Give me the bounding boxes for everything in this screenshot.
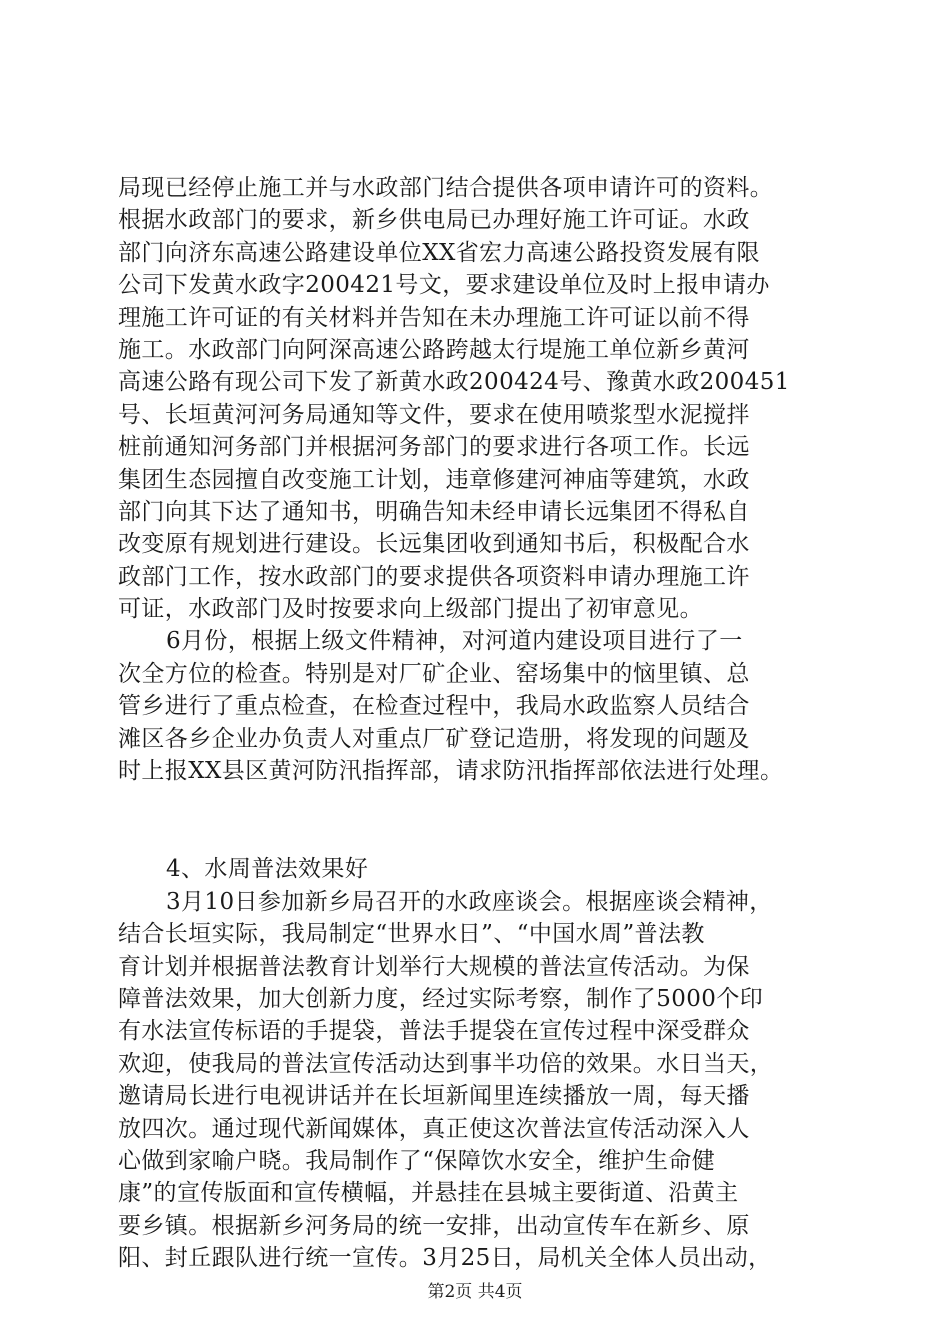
text-line: 时上报XX县区黄河防汛指挥部，请求防汛指挥部依法进行处理。 — [118, 758, 784, 785]
text-line: 管乡进行了重点检查，在检查过程中，我局水政监察人员结合 — [118, 693, 750, 720]
text-line: 根据水政部门的要求，新乡供电局已办理好施工许可证。水政 — [118, 207, 750, 234]
text-line: 理施工许可证的有关材料并告知在未办理施工许可证以前不得 — [118, 304, 750, 331]
paragraph-1 — [118, 172, 838, 625]
text-line: 施工。水政部门向阿深高速公路跨越太行堤施工单位新乡黄河 — [118, 336, 750, 363]
section-heading: 4、水周普法效果好 — [166, 856, 369, 883]
text-line: 政部门工作，按水政部门的要求提供各项资料申请办理施工许 — [118, 563, 750, 590]
text-line: 集团生态园擅自改变施工计划，违章修建河神庙等建筑，水政 — [118, 466, 750, 493]
text-line: 障普法效果，加大创新力度，经过实际考察，制作了5000个印 — [118, 985, 764, 1012]
text-line: 邀请局长进行电视讲话并在长垣新闻里连续播放一周，每天播 — [118, 1083, 750, 1110]
text-line: 部门向其下达了通知书，明确告知未经申请长远集团不得私自 — [118, 498, 750, 525]
page-number-footer: 第2页 共4页 — [427, 1282, 523, 1302]
text-line: 结合长垣实际，我局制定“世界水日”、“中国水周”普法教 — [118, 921, 705, 948]
section-spacer — [118, 787, 838, 853]
text-line: 放四次。通过现代新闻媒体，真正使这次普法宣传活动深入人 — [118, 1115, 750, 1142]
text-line: 心做到家喻户晓。我局制作了“保障饮水安全，维护生命健 — [118, 1147, 716, 1174]
text-line: 局现已经停止施工并与水政部门结合提供各项申请许可的资料。 — [118, 175, 774, 201]
text-line: 6月份，根据上级文件精神，对河道内建设项目进行了一 — [166, 628, 743, 655]
text-line: 育计划并根据普法教育计划举行大规模的普法宣传活动。为保 — [118, 953, 750, 980]
text-line: 欢迎，使我局的普法宣传活动达到事半功倍的效果。水日当天， — [118, 1050, 774, 1077]
text-line: 滩区各乡企业办负责人对重点厂矿登记造册，将发现的问题及 — [118, 725, 750, 752]
text-line: 要乡镇。根据新乡河务局的统一安排，出动宣传车在新乡、原 — [118, 1212, 750, 1239]
document-body — [118, 172, 838, 1275]
text-line: 3月10日参加新乡局召开的水政座谈会。根据座谈会精神， — [166, 888, 773, 915]
text-line: 部门向济东高速公路建设单位XX省宏力高速公路投资发展有限 — [118, 239, 760, 266]
text-line: 可证，水政部门及时按要求向上级部门提出了初审意见。 — [118, 596, 703, 623]
paragraph-2 — [118, 625, 838, 787]
paragraph-3 — [118, 886, 838, 1275]
text-line: 阳、封丘跟队进行统一宣传。3月25日，局机关全体人员出动， — [118, 1245, 772, 1272]
text-line: 改变原有规划进行建设。长远集团收到通知书后，积极配合水 — [118, 531, 750, 558]
text-line: 桩前通知河务部门并根据河务部门的要求进行各项工作。长远 — [118, 434, 750, 461]
text-line: 康”的宣传版面和宣传横幅，并悬挂在县城主要街道、沿黄主 — [118, 1180, 739, 1207]
text-line: 号、长垣黄河河务局通知等文件，要求在使用喷浆型水泥搅拌 — [118, 401, 750, 428]
text-line: 高速公路有现公司下发了新黄水政200424号、豫黄水政200451 — [118, 369, 790, 396]
text-line: 有水法宣传标语的手提袋，普法手提袋在宣传过程中深受群众 — [118, 1018, 750, 1045]
text-line: 公司下发黄水政字200421号文，要求建设单位及时上报申请办 — [118, 272, 770, 299]
text-line: 次全方位的检查。特别是对厂矿企业、窑场集中的恼里镇、总 — [118, 660, 750, 687]
